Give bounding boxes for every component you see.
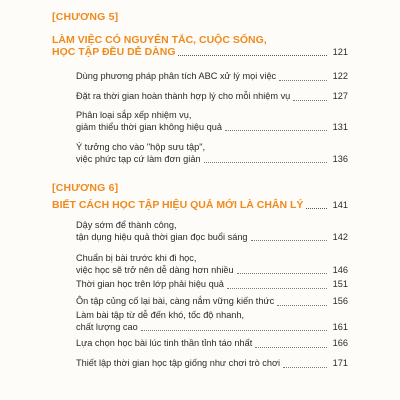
page-number: 121 <box>332 46 348 57</box>
page-number: 146 <box>332 264 348 275</box>
toc-entry[interactable] <box>76 253 348 276</box>
page-number: 151 <box>332 279 348 289</box>
toc-entry[interactable] <box>76 110 348 133</box>
toc-entry[interactable] <box>76 71 348 83</box>
leader-dots <box>237 273 327 274</box>
leader-dots <box>178 55 327 56</box>
entry-text-line-2: việc phức tạp cứ làm đơn giản <box>76 153 201 164</box>
entry-text-line-1: Dậy sớm để thành công, <box>76 220 177 230</box>
entry-text: Đặt ra thời gian hoàn thành hợp lý cho mỗi nhiệm vụ <box>76 91 291 101</box>
entry-text: Ôn tập củng cố lại bài, càng nắm vững kiến thức <box>76 296 275 306</box>
chapter-5-title-line-2: HỌC TẬP ĐỀU DỄ DÀNG <box>52 46 176 58</box>
leader-dots <box>255 347 327 348</box>
leader-dots <box>141 330 327 331</box>
entry-text-line-1: Chuẩn bị bài trước khi đi học, <box>76 253 197 263</box>
entry-text-line-2: giảm thiểu thời gian không hiệu quả <box>76 121 222 132</box>
page-number: 141 <box>332 199 348 210</box>
entry-text: Thời gian học trên lớp phải hiệu quả <box>76 279 224 289</box>
entry-text: Thiết lập thời gian học tập giống như chơi trò chơi <box>76 358 281 368</box>
leader-dots <box>251 240 327 241</box>
entry-text-line-2: chất lượng cao <box>76 321 138 332</box>
toc-entry[interactable] <box>76 279 348 291</box>
page-number: 142 <box>332 231 348 242</box>
leader-dots <box>283 367 327 368</box>
leader-dots <box>279 80 327 81</box>
page-number: 136 <box>332 153 348 164</box>
toc-entry[interactable] <box>76 338 348 350</box>
toc-entry[interactable] <box>76 91 348 103</box>
leader-dots <box>293 100 327 101</box>
chapter-5-title-entry[interactable] <box>52 34 348 58</box>
toc-entry[interactable] <box>76 142 348 165</box>
page-number: 122 <box>332 71 348 81</box>
entry-text-line-2: tận dụng hiệu quả thời gian đọc buổi sáng <box>76 231 248 242</box>
toc-entry[interactable] <box>76 358 348 370</box>
chapter-6-label: [CHƯƠNG 6] <box>52 182 119 194</box>
toc-entry[interactable] <box>76 220 348 243</box>
entry-text-line-2: việc học sẽ trở nên dễ dàng hơn nhiều <box>76 264 234 275</box>
entry-text-line-1: Phân loại sắp xếp nhiệm vụ, <box>76 110 192 120</box>
leader-dots <box>225 130 327 131</box>
entry-text: Dùng phương pháp phân tích ABC xử lý mọi việc <box>76 71 277 81</box>
toc-entry[interactable] <box>76 296 348 308</box>
chapter-5-title-line-1: LÀM VIỆC CÓ NGUYÊN TẮC, CUỘC SỐNG, <box>52 34 267 46</box>
page-number: 131 <box>332 121 348 132</box>
chapter-6-title-entry[interactable] <box>52 199 348 211</box>
page-number: 127 <box>332 91 348 101</box>
page-number: 166 <box>332 338 348 348</box>
leader-dots <box>277 305 327 306</box>
page-number: 161 <box>332 321 348 332</box>
entry-text-line-1: Làm bài tập từ dễ đến khó, tốc độ nhanh, <box>76 310 245 320</box>
leader-dots <box>204 162 327 163</box>
entry-text: Lựa chọn học bài lúc tinh thần tỉnh táo nhất <box>76 338 253 348</box>
chapter-5-label: [CHƯƠNG 5] <box>52 11 119 23</box>
toc-entry[interactable] <box>76 310 348 333</box>
page-number: 171 <box>332 358 348 368</box>
chapter-6-title: BIẾT CÁCH HỌC TẬP HIỆU QUẢ MỚI LÀ CHÂN LÝ <box>52 199 304 211</box>
leader-dots <box>306 208 327 209</box>
page-number: 156 <box>332 296 348 306</box>
entry-text-line-1: Ý tưởng cho vào "hộp sưu tập", <box>76 142 206 152</box>
leader-dots <box>227 288 327 289</box>
